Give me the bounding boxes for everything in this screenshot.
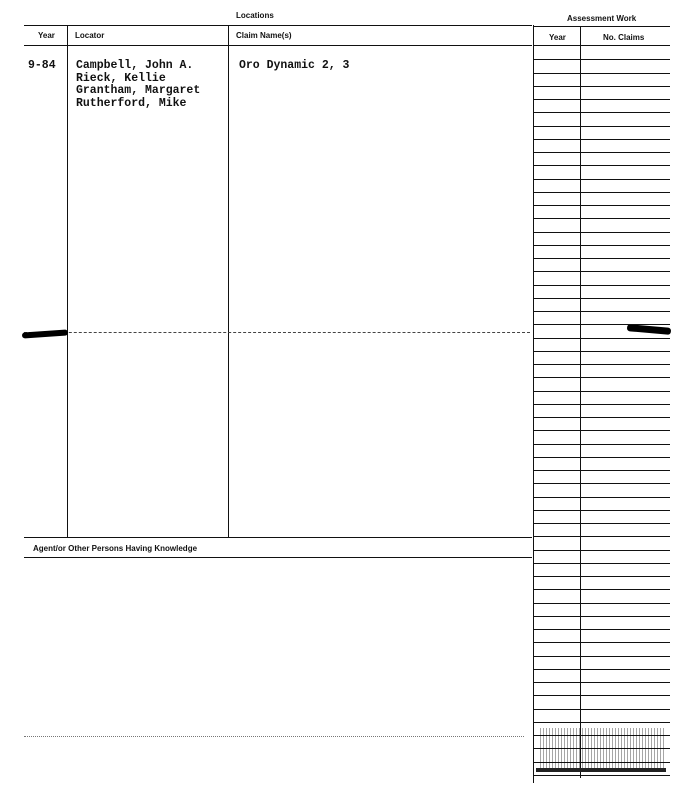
col-locator-header: Locator bbox=[75, 31, 105, 40]
entry-locators bbox=[76, 60, 200, 110]
assessment-row-line bbox=[534, 470, 670, 471]
col-aw-no-claims-header: No. Claims bbox=[603, 33, 645, 42]
assessment-row-line bbox=[534, 563, 670, 564]
assessment-row-line bbox=[534, 73, 670, 74]
assessment-row-line bbox=[534, 86, 670, 87]
assessment-row-line bbox=[534, 430, 670, 431]
assessment-row-line bbox=[534, 258, 670, 259]
fold-line bbox=[24, 332, 530, 333]
scan-noise bbox=[540, 728, 666, 770]
assessment-row-line bbox=[534, 536, 670, 537]
assessment-work-grid bbox=[534, 46, 670, 780]
entry-year: 9-84 bbox=[28, 59, 56, 72]
assessment-row-line bbox=[534, 616, 670, 617]
assessment-row-line bbox=[534, 483, 670, 484]
assessment-row-line bbox=[534, 576, 670, 577]
assessment-row-line bbox=[534, 709, 670, 710]
assessment-row-line bbox=[534, 391, 670, 392]
assessment-row-line bbox=[534, 377, 670, 378]
locations-bottom-rule bbox=[24, 537, 532, 538]
assessment-row-line bbox=[534, 364, 670, 365]
top-rule bbox=[24, 25, 532, 26]
assessment-row-line bbox=[534, 497, 670, 498]
assessment-row-line bbox=[534, 603, 670, 604]
scan-line-bottom bbox=[24, 736, 524, 737]
assessment-row-line bbox=[534, 457, 670, 458]
assessment-row-line bbox=[534, 682, 670, 683]
locator-name: Rutherford, Mike bbox=[76, 96, 187, 110]
agent-section-rule bbox=[24, 557, 532, 558]
assessment-row-line bbox=[534, 775, 670, 776]
agent-section-label: Agent/or Other Persons Having Knowledge bbox=[33, 544, 198, 553]
assessment-row-line bbox=[534, 589, 670, 590]
col-claim-names-header: Claim Name(s) bbox=[236, 31, 292, 40]
fold-smudge-left bbox=[22, 329, 68, 338]
assessment-row-line bbox=[534, 152, 670, 153]
assessment-row-line bbox=[534, 179, 670, 180]
assessment-row-line bbox=[534, 126, 670, 127]
assessment-row-line bbox=[534, 324, 670, 325]
assessment-row-line bbox=[534, 139, 670, 140]
assessment-row-line bbox=[534, 722, 670, 723]
assessment-row-line bbox=[534, 669, 670, 670]
col-year-header: Year bbox=[38, 31, 55, 40]
assessment-row-line bbox=[534, 417, 670, 418]
assessment-row-line bbox=[534, 99, 670, 100]
assessment-row-line bbox=[534, 165, 670, 166]
locator-name: Campbell, John A. bbox=[76, 59, 194, 72]
assessment-row-line bbox=[534, 311, 670, 312]
divider-locator-claim bbox=[228, 25, 229, 537]
assessment-row-line bbox=[534, 523, 670, 524]
col-aw-year-header: Year bbox=[549, 33, 566, 42]
assessment-row-line bbox=[534, 550, 670, 551]
assessment-row-line bbox=[534, 656, 670, 657]
assessment-row-line bbox=[534, 629, 670, 630]
assessment-row-line bbox=[534, 510, 670, 511]
assessment-row-line bbox=[534, 112, 670, 113]
top-rule-right bbox=[534, 26, 670, 27]
assessment-row-line bbox=[534, 285, 670, 286]
assessment-row-line bbox=[534, 205, 670, 206]
locator-name: Grantham, Margaret bbox=[76, 84, 201, 97]
assessment-row-line bbox=[534, 218, 670, 219]
assessment-row-line bbox=[534, 351, 670, 352]
assessment-row-line bbox=[534, 232, 670, 233]
entry-claim-name: Oro Dynamic 2, 3 bbox=[239, 59, 350, 72]
locator-name: Rieck, Kellie bbox=[76, 71, 166, 85]
assessment-row-line bbox=[534, 642, 670, 643]
assessment-row-line bbox=[534, 338, 670, 339]
divider-year-locator bbox=[67, 25, 68, 537]
scan-noise-bottom bbox=[536, 768, 666, 772]
assessment-row-line bbox=[534, 245, 670, 246]
assessment-row-line bbox=[534, 192, 670, 193]
assessment-work-header: Assessment Work bbox=[567, 14, 637, 23]
assessment-row-line bbox=[534, 298, 670, 299]
header-bottom-rule bbox=[24, 45, 532, 46]
assessment-row-line bbox=[534, 695, 670, 696]
assessment-row-line bbox=[534, 271, 670, 272]
assessment-row-line bbox=[534, 404, 670, 405]
locations-header: Locations bbox=[236, 11, 274, 20]
assessment-row-line bbox=[534, 59, 670, 60]
assessment-row-line bbox=[534, 444, 670, 445]
